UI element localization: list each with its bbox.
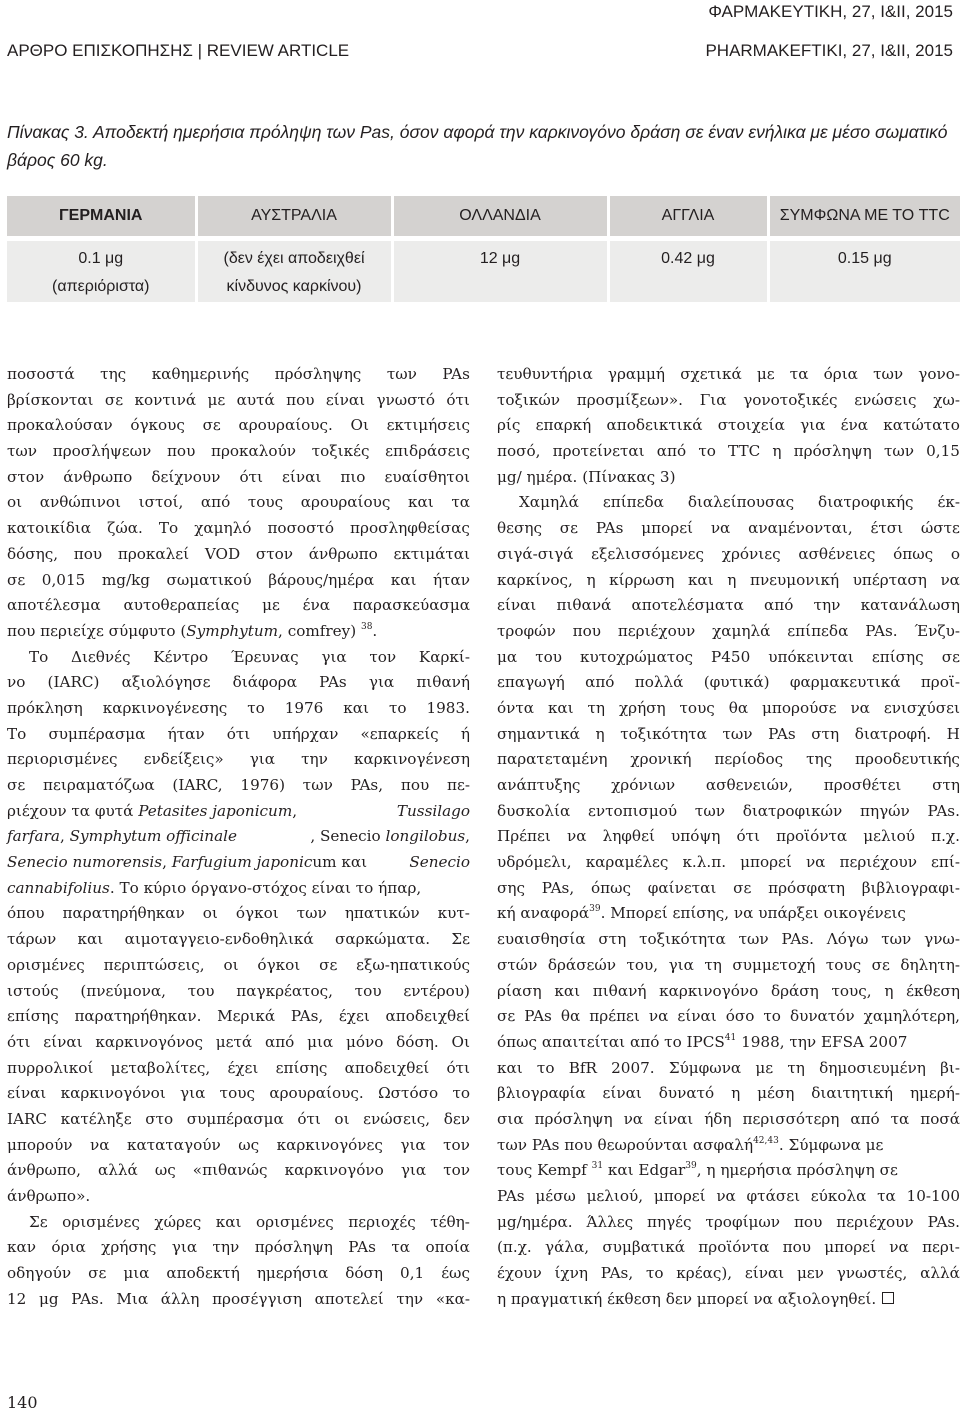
text-line: μα του κυτοχρώματος P450 υπόκεινται επίσης σε — [497, 647, 960, 666]
text-line: Χαμηλά επίπεδα διαλείπουσας διατροφικής έκ- — [519, 493, 960, 512]
text-line: ορισμένες περιπτώσεις, οι όγκοι σε εξω-ηπατικούς — [7, 955, 470, 974]
text-line: πυρρολικοί μεταβολίτες, έχει επίσης αποδειχθεί ότι — [7, 1058, 470, 1077]
text-line: όπου παρατηρήθηκαν οι όγκοι των ηπατικών κυτ- — [7, 904, 470, 923]
text-line: μg/ ημέρα. (Πίνακας 3) — [497, 467, 676, 486]
journal-title-gr: ΦΑΡΜΑΚΕΥΤΙΚΗ, 27, I&II, 2015 — [708, 2, 953, 21]
table-header-cell: ΑΓΓΛΙΑ — [608, 196, 768, 239]
text-line: των PAs που θεωρούνται ασφαλή$^{42,43}$. Σύμφωνα με — [497, 1135, 884, 1154]
text-line: ποσό, προτείνεται από το TTC η πρόσληψη των 0,15 — [497, 442, 960, 461]
text-line: θεσης σε PAs μπορεί να αναμένονται, έτσι ώστε — [497, 519, 960, 538]
limits-table — [7, 196, 960, 302]
body-column-left — [7, 362, 470, 1312]
table-cell: 12 μg — [392, 239, 608, 303]
citation: 42,43 — [753, 1135, 779, 1146]
table-cell: (δεν έχει αποδειχθεί κίνδυνος καρκίνου) — [196, 239, 392, 303]
text-line: τοξικών προσμίξεων». Για γονοτοξικές ενώσεις χω- — [497, 390, 960, 409]
text-line: σε 0,015 mg/kg σωματικού βάρους/ημέρα και ήταν — [7, 570, 470, 589]
text-line: Το συμπέρασμα ήταν ότι υπήρχαν «επαρκείς ή — [7, 724, 470, 743]
citation: 39 — [589, 904, 601, 915]
text-line: κή αναφορά$^{39}$. Μπορεί επίσης, να υπάρξει οικογένεις — [497, 904, 906, 923]
text-line: (π.χ. γάλα, συμβατικά προϊόντα που μπορεί να περι- — [497, 1238, 960, 1257]
journal-title-en: PHARMAKEFTIKI, 27, I&II, 2015 — [705, 41, 953, 60]
table-header-cell: ΑΥΣΤΡΑΛΙΑ — [196, 196, 392, 239]
text-line: άνθρωπο, αλλά ως «πιθανώς καρκινογόνο για τον — [7, 1161, 470, 1180]
text-line: δόσης, που προκαλεί VOD στον άνθρωπο εκτιμάται — [7, 544, 470, 563]
text-line: σε PAs θα πρέπει να είναι όσο το δυνατόν χαμηλότερη, — [497, 1007, 960, 1026]
text-line: μπορούν να καταταγούν ως καρκινογόνες για τον — [7, 1135, 470, 1154]
text-line: farfara, Symphytum officinale , Senecio longilobus, — [7, 827, 470, 846]
table-header-cell: ΓΕΡΜΑΝΙΑ — [7, 196, 196, 239]
text-line: 12 μg PAs. Μια άλλη προσέγγιση αποτελεί την «κα- — [7, 1289, 470, 1308]
table-cell: 0.15 μg — [768, 239, 960, 303]
text-line: τροφών που περιέχουν χαμηλά επίπεδα PAs. Ένζυ- — [497, 621, 960, 640]
text-line: και το BfR 2007. Σύμφωνα με τη δημοσιευμένη βι- — [497, 1058, 960, 1077]
text-line: καν όρια χρήσης για την πρόσληψη PAs τα οποία — [7, 1238, 470, 1257]
text-line: είναι πιθανά αποτελέσματα από την κατανάλωση — [497, 596, 960, 615]
table-row — [7, 239, 960, 303]
text-line: Πρέπει να ληφθεί υπόψη ότι προϊόντα μελιού π.χ. — [497, 827, 960, 846]
text-line: επίσης παρατηρήθηκαν. Μερικά PAs, έχει αποδειχθεί — [7, 1007, 470, 1026]
text-line: σημαντικά η τοξικότητα των PAs στη διατροφή. Η — [497, 724, 960, 743]
text-line: των προσλήψεων που προκαλούν τοξικές επιδράσεις — [7, 442, 470, 461]
text-line: βρίσκονται σε κοντινά με αυτά που είναι γνωστό ότι — [7, 390, 470, 409]
text-line: όπως απαιτείται από το IPCS$^{41}$ 1988, την EFSA 2007 — [497, 1032, 908, 1051]
text-line: όντα και τη χρήση τους θα μπορούσε να ενισχύσει — [497, 698, 960, 717]
text-line: Το Διεθνές Κέντρο Έρευνας για τον Καρκί- — [29, 647, 470, 666]
page-number: 140 — [7, 1393, 38, 1412]
text-line: τευθυντήρια γραμμή σχετικά με τα όρια των γονο- — [497, 365, 960, 383]
text-line: στον άνθρωπο δείχνουν ότι είναι πιο ευαίσθητοι — [7, 467, 470, 486]
text-line: Σε ορισμένες χώρες και ορισμένες περιοχές τέθη- — [29, 1212, 470, 1231]
body-column-right — [497, 362, 960, 1312]
text-line: σια πρόσληψη να είναι ήδη περισσότερη από τα ποσά — [497, 1109, 960, 1128]
text-line: επαγωγή από πολλά (φυτικά) φαρμακευτικά προϊ- — [497, 673, 960, 692]
text-line: είναι καρκινογόνοι για τους αρουραίους. Ωστόσο το — [7, 1084, 470, 1103]
text-line: τάρων και αιμοταγγειο-ενδοθηλικά σαρκώματα. Σε — [7, 930, 470, 949]
text-line: ρίς επαρκή αποδεικτικά στοιχεία για ένα κατώτατο — [497, 416, 960, 435]
table-header-cell: ΟΛΛΑΝΔΙΑ — [392, 196, 608, 239]
text-line: στών δράσεών του, για τη συμμετοχή τους σε δηλητη- — [497, 955, 960, 974]
citation: 38 — [360, 621, 373, 632]
text-line: έχουν ίχνη PAs, το κρέας), είναι μεν γνωστές, αλλά — [497, 1264, 960, 1283]
text-line: τους Kempf $^{31}$ και Edgar$^{39}$, η ημερήσια πρόσληψη σε — [497, 1161, 898, 1180]
section-label: ΑΡΘΡΟ ΕΠΙΣΚΟΠΗΣΗΣ | REVIEW ARTICLE — [7, 41, 350, 60]
text-line: PAs μέσω μελιού, μπορεί να φτάσει εύκολα τα 10-100 — [497, 1187, 960, 1205]
text-line: άνθρωπο». — [7, 1187, 91, 1205]
table-cell: 0.1 μg (απεριόριστα) — [7, 239, 196, 303]
text-line: νο (IARC) αξιολόγησε διάφορα PAs για πιθανή — [7, 673, 470, 692]
text-line: αποτέλεσμα αυτοθεραπείας με ένα παρασκεύασμα — [7, 596, 470, 615]
text-line: Senecio numorensis, Farfugium japonicum και Senecio — [7, 853, 470, 872]
text-line: βλιογραφία είναι δυνατό η μέση διαιτητική ημερή- — [497, 1084, 960, 1103]
text-line: πρόκληση καρκινογένεσης το 1976 και το 1983. — [7, 698, 470, 717]
text-line: καρκίνος, η κίρρωση και η πνευμονική υπέρταση να — [497, 570, 960, 589]
text-line: ότι είναι καρκινογόνος μετά από μια μόνο δόση. Οι — [7, 1032, 470, 1051]
text-line: ιστούς (πνεύμονα, του παγκρέατος, του εντέρου) — [7, 981, 470, 1000]
text-line: ανάπτυξης χρόνιων ασθενειών, προσθέτει στη — [497, 776, 960, 794]
text-line: η πραγματική έκθεση δεν μπορεί να αξιολογηθεί. — [497, 1287, 960, 1313]
table-cell: 0.42 μg — [608, 239, 768, 303]
text-line: ριέχουν τα φυτά Petasites japonicum, Tussilago — [7, 801, 470, 820]
text-line: υδρόμελι, καραμέλες κ.λ.π. μπορεί να περιέχουν επί- — [497, 853, 960, 872]
text-line: cannabifolius. Το κύριο όργανο-στόχος είναι το ήπαρ, — [7, 878, 422, 897]
text-line: παρατεταμένη χρονική περίοδος της προοδευτικής — [497, 750, 960, 769]
text-line: κατοικίδια ζώα. Το χαμηλό ποσοστό προσληφθείσας — [7, 519, 470, 538]
text-line: IARC κατέληξε στο συμπέρασμα ότι οι ενώσεις, δεν — [7, 1109, 470, 1128]
text-line: σιγά-σιγά εξελισσόμενες χρόνιες ασθένειες όπως ο — [497, 544, 960, 563]
text-line: μg/ημέρα. Άλλες πηγές τροφίμων που περιέχουν PAs. — [497, 1212, 960, 1231]
text-line: σης PAs, όπως φαίνεται σε πρόσφατη βιβλιογραφι- — [497, 878, 960, 897]
text-line: σε πειραματόζωα (IARC, 1976) των PAs, που πε- — [7, 776, 470, 794]
text-line: που περιείχε σύμφυτο (Symphytum, comfrey) $^{38}$. — [7, 621, 378, 640]
text-line: προκαλούσαν όγκους σε αρουραίους. Οι εκτιμήσεις — [7, 416, 470, 435]
end-of-article-square-icon — [882, 1292, 894, 1304]
table-caption: Πίνακας 3. Αποδεκτή ημερήσια πρόληψη των Pas, όσον αφορά την καρκινογόνο δράση σε έναν ενήλικα με μέσο σωματικό βάρος 60 kg. — [7, 122, 948, 170]
text-line: ποσοστά της καθημερινής πρόσληψης των PAs — [7, 365, 470, 383]
text-line: ευαισθησία στη τοξικότητα των PAs. Λόγω των γνω- — [497, 930, 960, 949]
citation: 39 — [685, 1161, 697, 1172]
text-line: οι ανθώπινοι ιστοί, από τους αρουραίους και τα — [7, 493, 470, 512]
table-header-row — [7, 196, 960, 239]
text-line: ρίαση και πιθανή καρκινογόνο δράση τους, η έκθεση — [497, 981, 960, 1000]
text-line: περιορισμένες ενδείξεις» για την καρκινογένεση — [7, 750, 470, 769]
citation: 31 — [591, 1161, 604, 1172]
text-line: δυσκολία εντοπισμού των διατροφικών πηγών PAs. — [497, 801, 960, 820]
citation: 41 — [724, 1032, 737, 1043]
text-line: οδηγούν σε μια αποδεκτή ημερήσια δόση 0,1 έως — [7, 1264, 470, 1283]
table-header-cell: ΣΥΜΦΩΝΑ ΜΕ ΤΟ TTC — [768, 196, 960, 239]
